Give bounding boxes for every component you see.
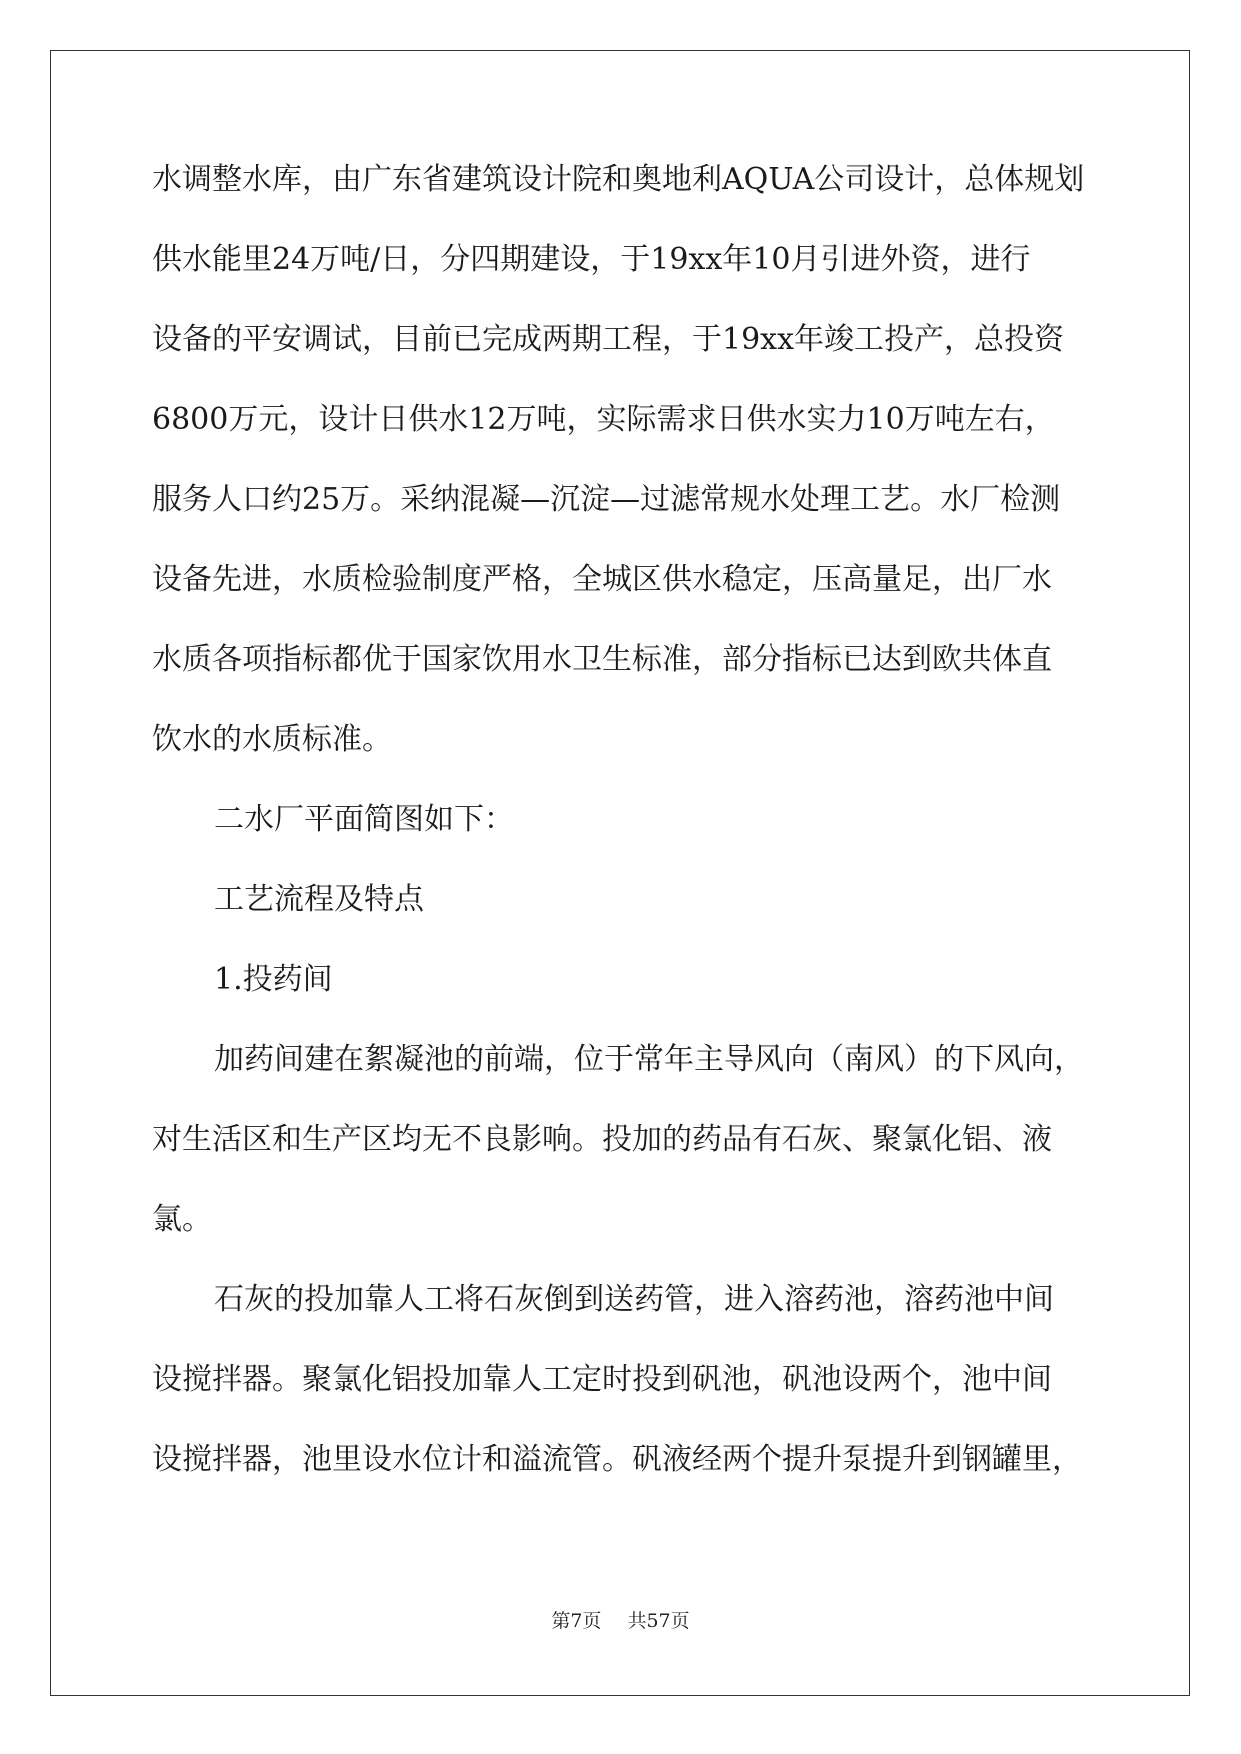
page-footer — [0, 1606, 1241, 1633]
text-line: 石灰的投加靠人工将石灰倒到送药管，进入溶药池，溶药池中间 — [214, 1282, 1054, 1317]
text-line: 对生活区和生产区均无不良影响。投加的药品有石灰、聚氯化铝、液 — [152, 1122, 1052, 1157]
text-line: 设备的平安调试，目前已完成两期工程，于19xx年竣工投产，总投资 — [152, 322, 1065, 357]
text-line: 水质各项指标都优于国家饮用水卫生标准，部分指标已达到欧共体直 — [152, 642, 1052, 677]
text-line: 二水厂平面简图如下： — [214, 802, 514, 837]
page-number: 第7页 — [551, 1610, 602, 1632]
text-line: 饮水的水质标准。 — [152, 722, 392, 757]
text-line: 设搅拌器，池里设水位计和溢流管。矾液经两个提升泵提升到钢罐里， — [152, 1442, 1082, 1477]
page-total: 共57页 — [627, 1610, 690, 1632]
text-line: 6800万元，设计日供水12万吨，实际需求日供水实力10万吨左右， — [152, 402, 1055, 437]
text-line: 设搅拌器。聚氯化铝投加靠人工定时投到矾池，矾池设两个，池中间 — [152, 1362, 1052, 1397]
document-body — [152, 160, 1092, 1520]
text-line: 工艺流程及特点 — [214, 882, 424, 917]
text-line: 供水能里24万吨/日，分四期建设，于19xx年10月引进外资，进行 — [152, 242, 1031, 277]
text-line: 氯。 — [152, 1202, 212, 1237]
text-line: 水调整水库，由广东省建筑设计院和奥地利AQUA公司设计，总体规划 — [152, 162, 1085, 197]
text-line: 加药间建在絮凝池的前端，位于常年主导风向（南风）的下风向， — [214, 1042, 1084, 1077]
text-line: 设备先进，水质检验制度严格，全城区供水稳定，压高量足，出厂水 — [152, 562, 1052, 597]
text-line: 1.投药间 — [214, 962, 333, 997]
text-line: 服务人口约25万。采纳混凝—沉淀—过滤常规水处理工艺。水厂检测 — [152, 482, 1061, 517]
